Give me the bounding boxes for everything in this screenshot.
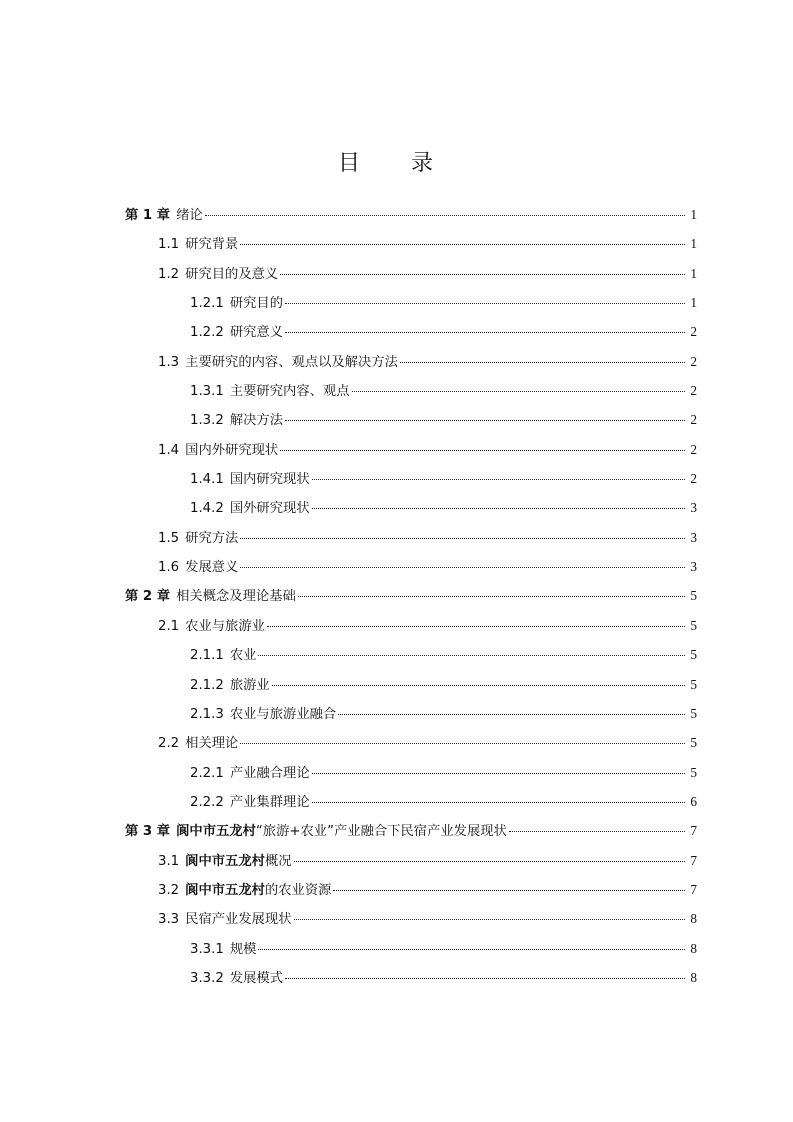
toc-entry-number: 2.1.2 bbox=[190, 677, 224, 693]
toc-entry-page-number: 5 bbox=[690, 735, 697, 751]
toc-entry[interactable] bbox=[0, 376, 793, 405]
toc-entry-title bbox=[185, 612, 265, 641]
toc-entry-title-text: 的农业资源 bbox=[264, 882, 332, 898]
toc-entry-page-number: 1 bbox=[690, 207, 697, 222]
toc-entry[interactable] bbox=[0, 581, 793, 610]
dot-leader bbox=[333, 889, 685, 891]
dot-leader bbox=[272, 684, 685, 686]
toc-entry-page-number: 5 bbox=[690, 676, 697, 692]
dot-leader bbox=[294, 918, 685, 920]
dot-leader bbox=[240, 566, 685, 568]
toc-entry[interactable] bbox=[0, 787, 793, 816]
toc-entry-number: 1.4 bbox=[158, 442, 180, 458]
toc-entry-title bbox=[230, 700, 336, 729]
dot-leader bbox=[205, 214, 685, 216]
toc-entry-number: 1.4.2 bbox=[190, 501, 224, 517]
toc-entry-title-text: 研究目的及意义 bbox=[185, 266, 279, 282]
toc-entry-title bbox=[185, 847, 291, 876]
toc-entry-title bbox=[230, 759, 310, 788]
toc-entry-number: 3.3 bbox=[158, 912, 180, 928]
toc-entry-title-text: 国外研究现状 bbox=[229, 501, 310, 517]
toc-entry-title-text: 相关概念及理论基础 bbox=[176, 589, 296, 605]
toc-entry-title bbox=[176, 817, 507, 846]
toc-entry-number: 2.1.3 bbox=[190, 706, 224, 722]
toc-entry-title bbox=[185, 348, 398, 377]
toc-entry-page-number: 1 bbox=[690, 236, 697, 252]
toc-entry-title-text: 主要研究内容、观点 bbox=[229, 384, 350, 400]
toc-entry-title-text: 解决方法 bbox=[229, 413, 284, 429]
toc-entry-page-number: 5 bbox=[690, 647, 697, 663]
toc-entry-title bbox=[230, 377, 350, 406]
toc-entry-title bbox=[185, 436, 278, 465]
toc-entry[interactable] bbox=[0, 288, 793, 317]
toc-entry-page-number: 3 bbox=[690, 529, 697, 545]
toc-entry-title bbox=[185, 230, 238, 259]
dot-leader bbox=[338, 713, 685, 715]
toc-entry-page-number: 5 bbox=[690, 617, 697, 633]
dot-leader bbox=[267, 625, 685, 627]
toc-entry-number: 3.3.1 bbox=[190, 941, 224, 957]
toc-entry-title-text: 农业 bbox=[229, 648, 257, 664]
toc-entry[interactable] bbox=[0, 640, 793, 669]
toc-entry-title-text: 产业集群理论 bbox=[229, 794, 310, 810]
dot-leader bbox=[400, 361, 685, 363]
toc-entry-page-number: 7 bbox=[690, 852, 697, 868]
toc-entry-number: 1.2 bbox=[158, 266, 180, 282]
toc-entry-page-number: 5 bbox=[690, 764, 697, 780]
toc-entry[interactable] bbox=[0, 963, 793, 992]
toc-entry-number: 1.3.2 bbox=[190, 413, 224, 429]
toc-entry-title bbox=[176, 582, 296, 611]
toc-entry-number: 第 1 章 bbox=[125, 208, 171, 223]
toc-entry[interactable] bbox=[0, 200, 793, 229]
toc-entry-title bbox=[230, 465, 310, 494]
toc-entry[interactable] bbox=[0, 934, 793, 963]
toc-entry[interactable] bbox=[0, 875, 793, 904]
toc-entry-number: 1.2.2 bbox=[190, 325, 224, 341]
toc-entry-page-number: 7 bbox=[690, 881, 697, 897]
toc-entry-title bbox=[230, 964, 283, 993]
toc-entry-title bbox=[230, 788, 310, 817]
toc-entry-title-text: 国内外研究现状 bbox=[185, 442, 279, 458]
dot-leader bbox=[280, 273, 685, 275]
toc-entry-page-number: 8 bbox=[690, 911, 697, 927]
toc-entry-title-bold: 阆中市五龙村 bbox=[176, 824, 256, 840]
dot-leader bbox=[352, 390, 685, 392]
toc-entry-page-number: 8 bbox=[690, 940, 697, 956]
toc-entry-title bbox=[185, 524, 238, 553]
page-title: 目 录 bbox=[338, 151, 455, 176]
toc-entry[interactable] bbox=[0, 435, 793, 464]
toc-entry-number: 2.2.2 bbox=[190, 794, 224, 810]
toc-entry-title bbox=[230, 935, 257, 964]
toc-entry[interactable] bbox=[0, 229, 793, 258]
toc-entry-number: 1.4.1 bbox=[190, 472, 224, 488]
toc-entry[interactable] bbox=[0, 611, 793, 640]
toc-entry-page-number: 3 bbox=[690, 500, 697, 516]
toc-entry-title-text: 产业融合理论 bbox=[229, 765, 310, 781]
toc-entry[interactable] bbox=[0, 728, 793, 757]
toc-entry-title bbox=[230, 641, 257, 670]
toc-entry-number: 3.2 bbox=[158, 882, 180, 898]
toc-entry-page-number: 3 bbox=[690, 559, 697, 575]
dot-leader bbox=[258, 948, 685, 950]
toc-entry-title-text: 绪论 bbox=[176, 208, 203, 223]
dot-leader bbox=[240, 537, 685, 539]
toc-entry-number: 1.3 bbox=[158, 354, 180, 370]
toc-entry-page-number: 1 bbox=[690, 295, 697, 311]
toc-entry-title-text: 概况 bbox=[264, 853, 292, 869]
dot-leader bbox=[240, 742, 685, 744]
toc-entry-number: 第 2 章 bbox=[125, 589, 171, 605]
dot-leader bbox=[285, 331, 685, 333]
toc-entry[interactable] bbox=[0, 816, 793, 845]
toc-entry[interactable] bbox=[0, 699, 793, 728]
toc-entry-number: 2.2.1 bbox=[190, 765, 224, 781]
toc-entry-page-number: 2 bbox=[690, 383, 697, 399]
toc-entry-title-text: 研究意义 bbox=[229, 325, 284, 341]
toc-entry-title-text: 发展模式 bbox=[229, 970, 284, 986]
dot-leader bbox=[285, 302, 685, 304]
toc-entry[interactable] bbox=[0, 904, 793, 933]
toc-entry-number: 1.5 bbox=[158, 530, 180, 546]
toc-entry-title-text: “旅游+农业”产业融合下民宿产业发展现状 bbox=[255, 824, 507, 840]
toc-entry[interactable] bbox=[0, 523, 793, 552]
toc-entry-title-bold: 阆中市五龙村 bbox=[185, 882, 265, 898]
toc-entry-page-number: 2 bbox=[690, 471, 697, 487]
toc-entry-title-text: 研究目的 bbox=[229, 296, 284, 312]
toc-entry-number: 2.1.1 bbox=[190, 648, 224, 664]
toc-entry-page-number: 1 bbox=[690, 265, 697, 281]
toc-entry-page-number: 7 bbox=[690, 823, 697, 839]
toc-entry[interactable] bbox=[0, 464, 793, 493]
toc-entry-page-number: 5 bbox=[690, 588, 697, 604]
dot-leader bbox=[240, 243, 685, 245]
toc-entry-page-number: 6 bbox=[690, 793, 697, 809]
toc-entry[interactable] bbox=[0, 259, 793, 288]
toc-entry-title bbox=[230, 406, 283, 435]
dot-leader bbox=[298, 595, 685, 597]
toc-entry-page-number: 2 bbox=[690, 353, 697, 369]
toc-entry-title bbox=[230, 318, 283, 347]
toc-entry-number: 1.1 bbox=[158, 237, 180, 253]
table-of-contents bbox=[0, 200, 793, 992]
toc-entry-number: 1.6 bbox=[158, 560, 180, 576]
toc-entry-title-text: 农业与旅游业 bbox=[185, 618, 265, 634]
toc-entry-title bbox=[185, 905, 291, 934]
toc-entry-page-number: 2 bbox=[690, 324, 697, 340]
toc-entry-number: 3.3.2 bbox=[190, 970, 224, 986]
toc-entry-title-text: 主要研究的内容、观点以及解决方法 bbox=[185, 354, 398, 370]
toc-entry-title bbox=[185, 729, 238, 758]
toc-entry-title-text: 研究背景 bbox=[185, 237, 239, 253]
toc-entry[interactable] bbox=[0, 493, 793, 522]
dot-leader bbox=[285, 419, 685, 421]
toc-entry-title-text: 民宿产业发展现状 bbox=[185, 912, 292, 928]
toc-entry-title-bold: 阆中市五龙村 bbox=[185, 853, 265, 869]
toc-entry[interactable] bbox=[0, 552, 793, 581]
toc-entry[interactable] bbox=[0, 670, 793, 699]
toc-entry-number: 第 3 章 bbox=[125, 824, 171, 840]
toc-entry-title bbox=[185, 260, 278, 289]
dot-leader bbox=[312, 772, 685, 774]
dot-leader bbox=[280, 449, 685, 451]
dot-leader bbox=[312, 507, 685, 509]
toc-entry-number: 2.1 bbox=[158, 618, 180, 634]
toc-entry-title-text: 规模 bbox=[229, 941, 257, 957]
toc-entry[interactable] bbox=[0, 405, 793, 434]
toc-entry-title bbox=[230, 289, 283, 318]
toc-entry-page-number: 2 bbox=[690, 412, 697, 428]
dot-leader bbox=[509, 830, 685, 832]
toc-entry-number: 1.2.1 bbox=[190, 296, 224, 312]
toc-entry-number: 1.3.1 bbox=[190, 384, 224, 400]
toc-entry-title-text: 农业与旅游业融合 bbox=[229, 706, 337, 722]
toc-entry-page-number: 8 bbox=[690, 969, 697, 985]
toc-entry-title bbox=[185, 553, 238, 582]
toc-entry-title bbox=[176, 201, 203, 230]
toc-entry-title-text: 相关理论 bbox=[185, 736, 239, 752]
toc-entry[interactable] bbox=[0, 347, 793, 376]
dot-leader bbox=[312, 801, 685, 803]
toc-entry[interactable] bbox=[0, 846, 793, 875]
toc-entry-page-number: 2 bbox=[690, 441, 697, 457]
toc-entry-number: 2.2 bbox=[158, 736, 180, 752]
dot-leader bbox=[285, 977, 685, 979]
toc-entry-page-number: 5 bbox=[690, 705, 697, 721]
toc-entry[interactable] bbox=[0, 758, 793, 787]
dot-leader bbox=[312, 478, 685, 480]
toc-entry-title bbox=[185, 876, 331, 905]
toc-entry-title-text: 国内研究现状 bbox=[229, 472, 310, 488]
dot-leader bbox=[294, 860, 685, 862]
toc-entry-title-text: 旅游业 bbox=[229, 677, 270, 693]
toc-entry-title-text: 发展意义 bbox=[185, 560, 239, 576]
toc-entry-title bbox=[230, 671, 270, 700]
toc-entry[interactable] bbox=[0, 317, 793, 346]
toc-entry-title-text: 研究方法 bbox=[185, 530, 239, 546]
dot-leader bbox=[258, 654, 685, 656]
toc-entry-title bbox=[230, 494, 310, 523]
toc-entry-number: 3.1 bbox=[158, 853, 180, 869]
